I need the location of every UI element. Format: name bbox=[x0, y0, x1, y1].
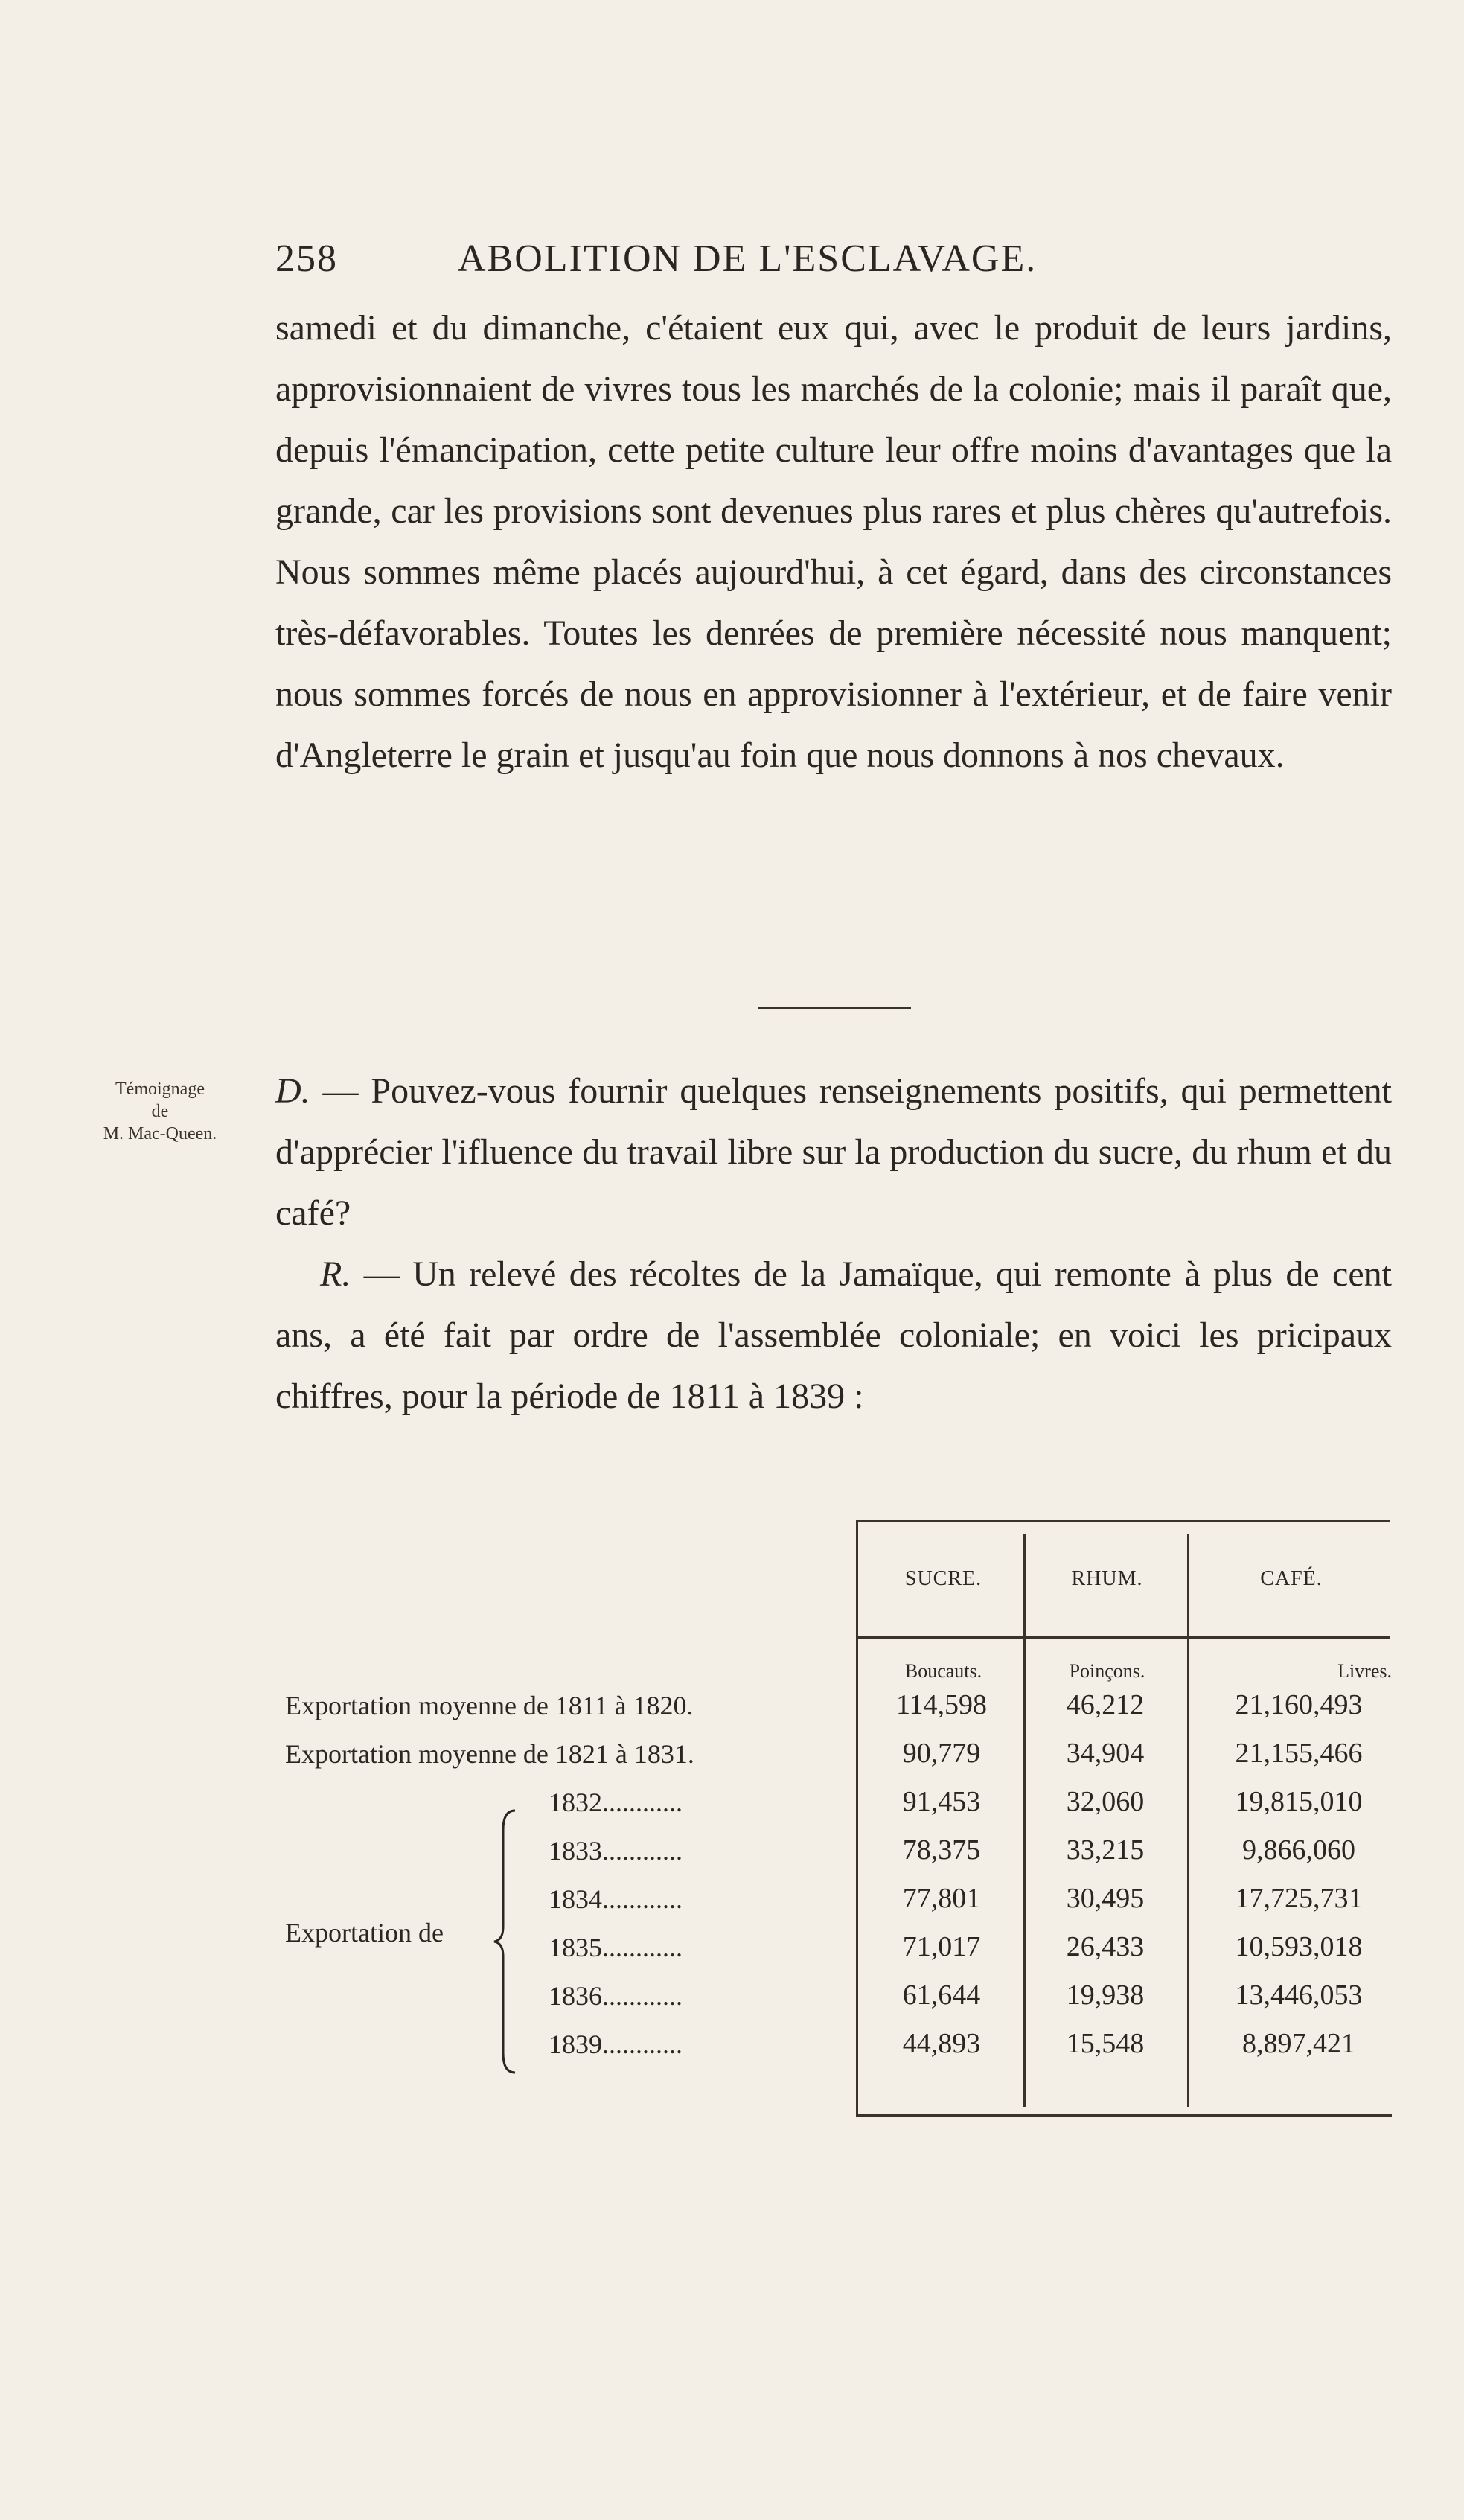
table-col-divider-1 bbox=[1023, 1534, 1026, 2107]
paragraph-1-text: samedi et du dimanche, c'étaient eux qui, avec le produit de leurs jardins, approvisionnaient de vivres tous les marchés de la colonie; mais il paraît que, depuis l'émancipation, cette petite culture leur offre moins d'avantages que la grande, car les provisions sont devenues plus rares et plus chères qu'autrefois. Nous sommes même placés aujourd'hui, à cet égard, dans des circonstances très-défavorables. Toutes les denrées de première nécessité nous manquent; nous sommes forcés de nous en approvisionner à l'extérieur, et de faire venir d'Angleterre le grain et jusqu'au foin que nous donnons à nos chevaux. bbox=[275, 308, 1392, 775]
col-header-rhum: RHUM. bbox=[1071, 1567, 1143, 1590]
brace-icon bbox=[491, 1808, 521, 2076]
unit-sucre: Boucauts. bbox=[904, 1660, 982, 1682]
cell-rhum: 15,548 bbox=[1066, 2028, 1145, 2059]
cell-rhum: 30,495 bbox=[1066, 1883, 1145, 1914]
col-header-cafe: CAFÉ. bbox=[1260, 1567, 1323, 1590]
row-label-1836: 1836............ bbox=[549, 1981, 683, 2011]
cell-rhum: 33,215 bbox=[1066, 1834, 1145, 1866]
cell-cafe: 19,815,010 bbox=[1235, 1786, 1363, 1817]
cell-sucre: 90,779 bbox=[902, 1738, 981, 1769]
cell-cafe: 17,725,731 bbox=[1235, 1883, 1363, 1914]
cell-rhum: 19,938 bbox=[1066, 1980, 1145, 2011]
table-col-divider-2 bbox=[1187, 1534, 1189, 2107]
row-label-1839: 1839............ bbox=[549, 2029, 683, 2059]
table-header-rule bbox=[856, 1636, 1390, 1639]
page-number: 258 bbox=[275, 237, 338, 280]
cell-cafe: 21,160,493 bbox=[1235, 1689, 1363, 1720]
answer-label: R. bbox=[320, 1254, 351, 1294]
row-label-1832: 1832............ bbox=[549, 1787, 683, 1817]
row-group-brace bbox=[491, 1808, 521, 2084]
cell-sucre: 61,644 bbox=[902, 1980, 981, 2011]
table-bottom-rule bbox=[856, 2114, 1392, 2117]
row-label-1833: 1833............ bbox=[549, 1836, 683, 1866]
margin-note-line-1: Témoignage bbox=[115, 1079, 205, 1099]
cell-rhum: 32,060 bbox=[1066, 1786, 1145, 1817]
group-label: Exportation de bbox=[285, 1918, 444, 1948]
row-label-1821-1831: Exportation moyenne de 1821 à 1831. bbox=[285, 1739, 694, 1769]
table-top-rule bbox=[856, 1520, 1390, 1522]
unit-cafe: Livres. bbox=[1337, 1660, 1392, 1682]
col-header-sucre: SUCRE. bbox=[904, 1567, 982, 1590]
cell-sucre: 77,801 bbox=[902, 1883, 981, 1914]
margin-note-line-3: M. Mac-Queen. bbox=[103, 1124, 217, 1143]
row-label-1811-1820: Exportation moyenne de 1811 à 1820. bbox=[285, 1691, 694, 1720]
cell-cafe: 8,897,421 bbox=[1242, 2028, 1355, 2059]
cell-sucre: 91,453 bbox=[902, 1786, 981, 1817]
question-label: D. bbox=[275, 1071, 310, 1111]
cell-sucre: 44,893 bbox=[902, 2028, 981, 2059]
running-title: ABOLITION DE L'ESCLAVAGE. bbox=[458, 237, 1038, 280]
cell-sucre: 78,375 bbox=[902, 1834, 981, 1866]
cell-sucre: 71,017 bbox=[902, 1931, 981, 1962]
table-left-border bbox=[856, 1520, 858, 2116]
cell-rhum: 34,904 bbox=[1066, 1738, 1145, 1769]
row-label-1834: 1834............ bbox=[549, 1884, 683, 1914]
cell-cafe: 9,866,060 bbox=[1242, 1834, 1355, 1866]
cell-rhum: 46,212 bbox=[1066, 1689, 1145, 1720]
answer-text: — Un relevé des récoltes de la Jamaïque, qui remonte à plus de cent ans, a été fait par ordre de l'assemblée coloniale; en voici les pricipaux chiffres, pour la période de 1811 à 1839 : bbox=[275, 1254, 1393, 1416]
cell-cafe: 13,446,053 bbox=[1235, 1980, 1363, 2011]
question-text: — Pouvez-vous fournir quelques renseignements positifs, qui permettent d'apprécier l'ifluence du travail libre sur la production du sucre, du rhum et du café? bbox=[275, 1071, 1392, 1233]
cell-cafe: 21,155,466 bbox=[1235, 1738, 1363, 1769]
cell-cafe: 10,593,018 bbox=[1235, 1931, 1363, 1962]
cell-rhum: 26,433 bbox=[1066, 1931, 1145, 1962]
unit-rhum: Poinçons. bbox=[1069, 1660, 1145, 1682]
cell-sucre: 114,598 bbox=[895, 1689, 988, 1720]
margin-note-line-2: de bbox=[151, 1102, 169, 1121]
row-label-1835: 1835............ bbox=[549, 1933, 683, 1962]
